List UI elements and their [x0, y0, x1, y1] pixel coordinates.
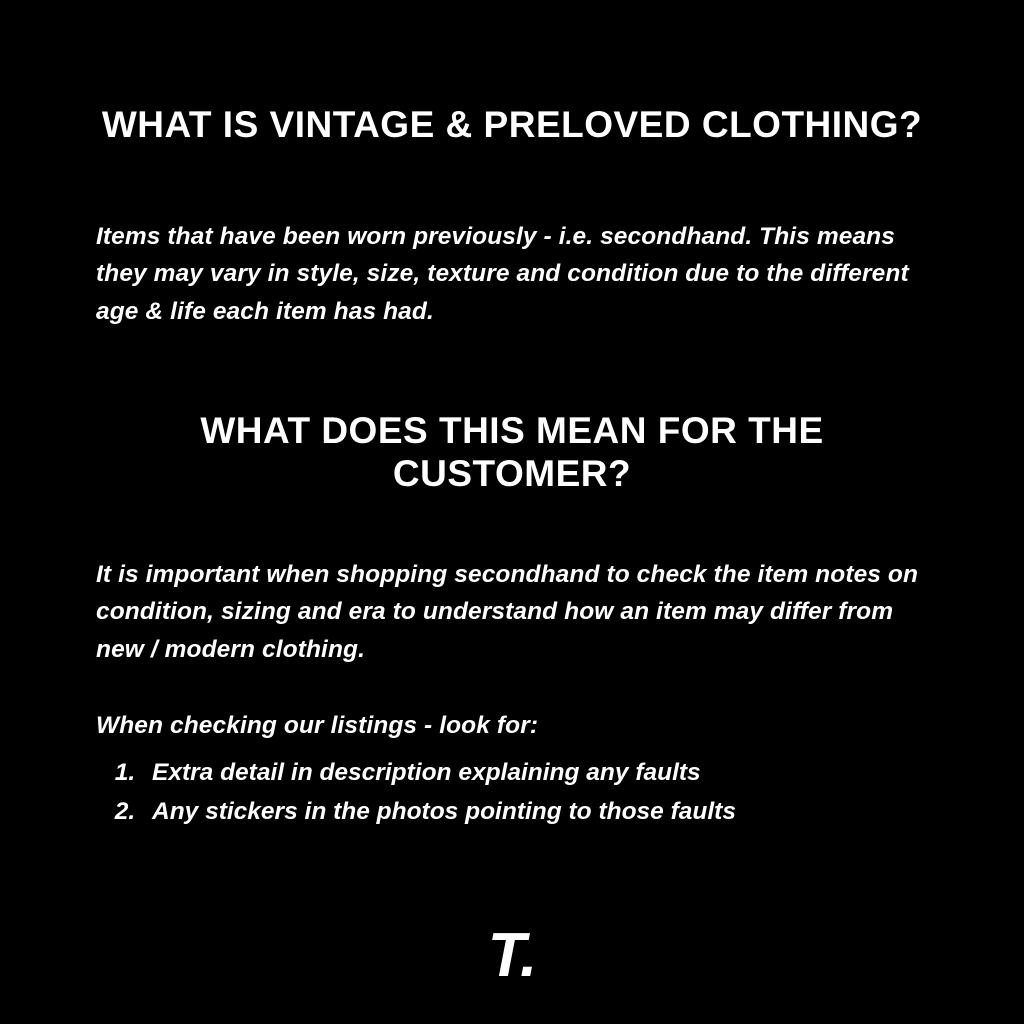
brand-logo — [0, 921, 1024, 990]
list-item: 1. Extra detail in description explaining any faults — [142, 754, 982, 793]
page-title: WHAT IS VINTAGE & PRELOVED CLOTHING? — [101, 103, 923, 145]
listings-lead-in-text: When checking our listings - look for: — [96, 711, 539, 739]
checklist — [96, 754, 982, 831]
list-item: 2. Any stickers in the photos pointing to those faults — [142, 793, 982, 832]
customer-advice-paragraph: It is important when shopping secondhand to check the item notes on condition, sizing and era to understand how an item may differ from new / modern clothing. — [96, 560, 919, 664]
definition-paragraph: Items that have been worn previously - i.e. secondhand. This means they may vary in style, size, texture and condition due to the different age & life each item has had. — [96, 222, 909, 326]
section-title-customer: WHAT DOES THIS MEAN FOR THE CUSTOMER? — [200, 409, 824, 495]
logo-wordmark: T. — [487, 921, 537, 990]
